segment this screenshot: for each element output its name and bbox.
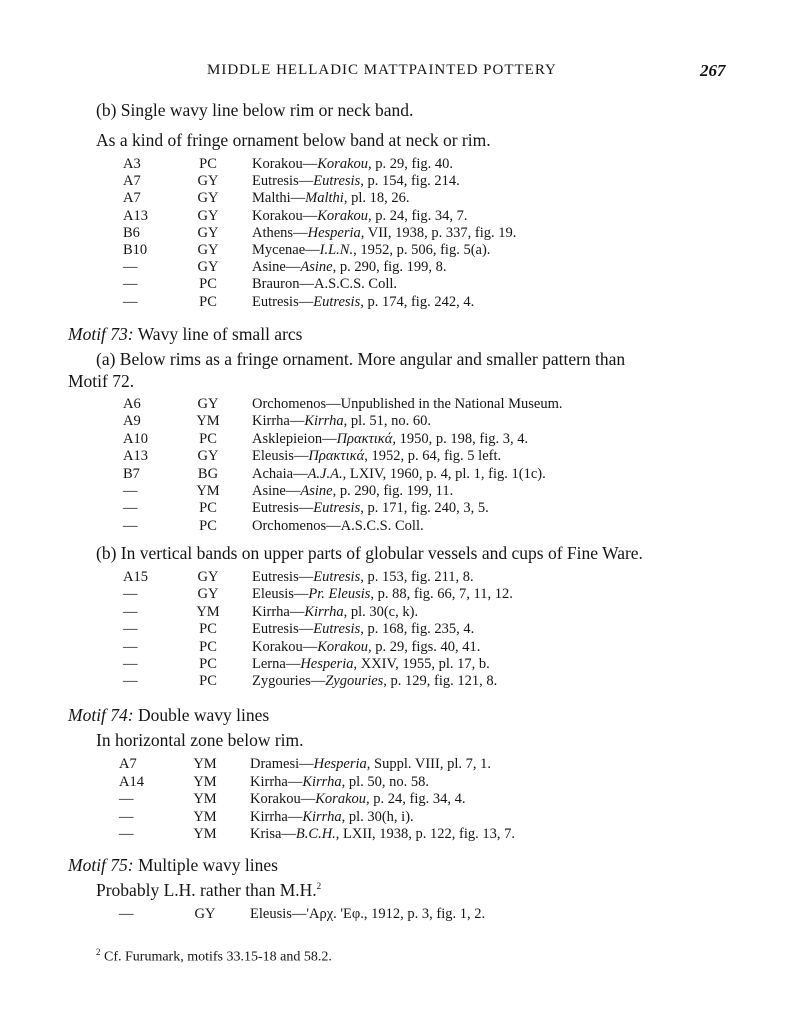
motif-73-title: Wavy line of small arcs [137,324,303,344]
ware-code: PC [199,621,217,638]
table-row [0,906,790,923]
specimen-id: — [123,656,138,672]
publication-title: Πρακτικά [336,430,393,447]
ware-code: GY [197,224,219,241]
specimen-id: — [119,906,134,922]
reference: Asklepieion—Πρακτικά, 1950, p. 198, fig. 3, 4. [252,430,529,447]
page-number: 267 [700,61,726,80]
citation-detail: , pl. 18, 26. [343,190,410,207]
specimen-id: — [123,517,138,534]
ware-code: GY [194,906,216,922]
ware-code: YM [196,483,220,499]
site-name: Korakou [250,791,301,808]
specimen-id: A10 [123,430,148,447]
publication-title: Kirrha [302,808,342,825]
ware-code: GY [197,259,219,276]
reference: Kirrha—Kirrha, pl. 30(c, k). [252,603,419,620]
specimen-id: — [123,586,138,603]
table-row [0,190,790,207]
publication-title: Zygouries [325,673,384,690]
site-name: Eleusis [252,448,294,465]
specimen-id: A13 [123,207,148,224]
citation-detail: , XXIV, 1955, pl. 17, b. [353,656,490,672]
site-name: Zygouries [252,673,311,690]
reference: Korakou—Korakou, p. 24, fig. 34, 7. [252,207,468,224]
reference: Asine—Asine, p. 290, fig. 199, 11. [252,483,454,499]
reference: Achaia—A.J.A., LXIV, 1960, p. 4, pl. 1, fig. 1(1c). [252,465,546,482]
site-name: Brauron [252,276,300,293]
specimen-id: — [119,826,134,843]
specimen-id: B7 [123,465,140,482]
publication-title: Eutresis [313,293,361,310]
specimen-id: B6 [123,224,140,241]
motif-74-title: Double wavy lines [138,705,270,725]
site-name: Eutresis [252,173,299,190]
reference: Zygouries—Zygouries, p. 129, fig. 121, 8. [252,673,498,690]
specimen-id: — [123,259,138,276]
publication-title: Eutresis [313,500,361,517]
ware-code: YM [196,603,220,620]
citation-detail: , p. 171, fig. 240, 3, 5. [360,500,489,517]
citation-detail: , p. 24, fig. 34, 4. [366,791,466,808]
specimen-id: — [123,638,138,655]
publication-title: Pr. Eleusis [308,586,371,603]
table-row [0,518,790,535]
site-name: Korakou [252,638,303,655]
publication-title: Kirrha [304,603,344,620]
citation-detail: , 1952, p. 506, fig. 5(a). [353,242,491,258]
site-name: Orchomenos [252,517,327,534]
motif-75-intro-text: Probably L.H. rather than M.H. [96,880,317,900]
reference: Korakou—Korakou, p. 29, fig. 40. [252,156,453,172]
citation-detail: , LXIV, 1960, p. 4, pl. 1, fig. 1(1c). [342,465,546,482]
table-row [0,396,790,413]
site-name: Lerna [252,656,286,672]
table-row [0,466,790,483]
citation-detail: , p. 153, fig. 211, 8. [360,569,474,585]
site-name: Eutresis [252,569,299,585]
reference: Lerna—Hesperia, XXIV, 1955, pl. 17, b. [252,656,490,672]
motif-73-heading [68,324,302,345]
ware-code: YM [196,413,220,430]
table-row [0,431,790,448]
citation-detail: , 1952, p. 64, fig. 5 left. [364,448,502,465]
ware-code: YM [193,808,217,825]
section-b-title: (b) Single wavy line below rim or neck band. [96,100,414,120]
specimen-id: A14 [119,773,144,790]
publication-title: A.J.A. [307,465,343,482]
table-row [0,225,790,242]
motif-75-title: Multiple wavy lines [138,855,278,875]
citation-detail: Unpublished in the National Museum. [340,396,563,412]
reference: Kirrha—Kirrha, pl. 50, no. 58. [250,773,429,790]
publication-title: Korakou [317,156,368,172]
site-name: Eleusis [250,906,292,922]
citation-detail: , p. 168, fig. 235, 4. [360,621,475,638]
reference: Orchomenos—A.S.C.S. Coll. [252,517,424,534]
ware-code: GY [197,586,219,603]
ware-code: GY [197,448,219,465]
reference: Eutresis—Eutresis, p. 154, fig. 214. [252,173,460,190]
site-name: Krisa [250,826,282,843]
reference: Orchomenos—Unpublished in the National Museum. [252,396,563,412]
site-name: Achaia [252,465,294,482]
reference: Korakou—Korakou, p. 29, figs. 40, 41. [252,638,481,655]
citation-detail: , pl. 51, no. 60. [343,413,431,430]
reference: Eutresis—Eutresis, p. 171, fig. 240, 3, 5. [252,500,489,517]
publication-title: B.C.H. [295,826,336,843]
ware-code: BG [197,465,219,482]
table-row [0,294,790,311]
citation-detail: , p. 290, fig. 199, 11. [332,483,454,499]
reference: Mycenae—I.L.N., 1952, p. 506, fig. 5(a). [252,242,491,258]
ware-code: PC [199,656,217,672]
citation-detail: , p. 290, fig. 199, 8. [332,259,447,276]
publication-title: Hesperia [313,756,367,772]
reference: Korakou—Korakou, p. 24, fig. 34, 4. [250,791,466,808]
reference: Brauron—A.S.C.S. Coll. [252,276,398,293]
reference: Asine—Asine, p. 290, fig. 199, 8. [252,259,447,276]
ware-code: GY [197,396,219,412]
table-row [0,774,790,791]
motif-73-label: Motif 73: [68,324,134,344]
specimen-id: — [119,808,134,825]
specimen-id: — [123,621,138,638]
ware-code: PC [199,293,217,310]
motif-75-heading [68,855,278,876]
reference: Eutresis—Eutresis, p. 153, fig. 211, 8. [252,569,474,585]
ware-code: GY [197,242,219,258]
motif-73a-title-cont: Motif 72. [68,371,135,391]
site-name: Eutresis [252,621,299,638]
specimen-id: — [123,603,138,620]
footnote [96,947,332,966]
site-name: Malthi [252,190,291,207]
publication-title: Asine [300,483,333,499]
site-name: Athens [252,224,294,241]
reference: Eleusis—Πρακτικά, 1952, p. 64, fig. 5 left. [252,448,502,465]
specimen-id: A7 [123,173,141,190]
site-name: Mycenae [252,242,306,258]
specimen-id: A15 [123,569,148,585]
site-name: Korakou [252,207,303,224]
specimen-id: — [123,276,138,293]
site-name: Asklepieion [252,430,323,447]
citation-detail: , p. 29, figs. 40, 41. [368,638,481,655]
footnote-ref: 2 [316,881,322,892]
specimen-id: A6 [123,396,141,412]
reference: Eutresis—Eutresis, p. 174, fig. 242, 4. [252,293,475,310]
publication-title: Eutresis [313,621,361,638]
ware-code: PC [199,517,217,534]
citation-detail: , 1950, p. 198, fig. 3, 4. [392,430,529,447]
citation-detail: A.S.C.S. Coll. [314,276,398,293]
citation-detail: , Suppl. VIII, pl. 7, 1. [366,756,491,772]
ware-code: GY [197,190,219,207]
publication-title: Hesperia [300,656,354,672]
ware-code: YM [193,791,217,808]
footnote-text: Cf. Furumark, motifs 33.15-18 and 58.2. [104,949,332,965]
table-row [0,791,790,808]
specimen-id: — [123,483,138,499]
site-name: Eutresis [252,500,299,517]
ware-code: GY [197,173,219,190]
ware-code: PC [199,156,217,172]
table-row [0,756,790,773]
site-name: Eutresis [252,293,299,310]
specimen-id: A3 [123,156,141,172]
table-row [0,259,790,276]
site-name: Dramesi [250,756,300,772]
publication-title: I.L.N. [319,242,354,258]
citation-detail: 'Αρχ. 'Εφ., 1912, p. 3, fig. 1, 2. [306,906,486,922]
citation-detail: , p. 88, fig. 66, 7, 11, 12. [370,586,513,603]
reference: Eleusis—'Αρχ. 'Εφ., 1912, p. 3, fig. 1, 2. [250,906,486,922]
ware-code: PC [199,673,217,690]
ware-code: PC [199,430,217,447]
publication-title: Eutresis [313,569,361,585]
site-name: Korakou [252,156,303,172]
motif-73a-title: (a) Below rims as a fringe ornament. More angular and smaller pattern than [96,349,626,369]
reference: Kirrha—Kirrha, pl. 30(h, i). [250,808,414,825]
publication-title: Eutresis [313,173,361,190]
table-row [0,639,790,656]
site-name: Asine [252,259,286,276]
publication-title: Πρακτικά [308,448,365,465]
table-row [0,569,790,586]
table-row [0,156,790,173]
ware-code: PC [199,276,217,293]
site-name: Eleusis [252,586,294,603]
citation-detail: A.S.C.S. Coll. [340,517,424,534]
reference: Dramesi—Hesperia, Suppl. VIII, pl. 7, 1. [250,756,491,772]
specimen-id: A13 [123,448,148,465]
specimen-id: A9 [123,413,141,430]
table-row [0,656,790,673]
footnote-marker: 2 [96,947,101,957]
citation-detail: , VII, 1938, p. 337, fig. 19. [360,224,517,241]
specimen-id: — [123,673,138,690]
publication-title: Kirrha [304,413,344,430]
ware-code: GY [197,569,219,585]
ware-code: YM [193,826,217,843]
ware-code: YM [193,773,217,790]
motif-74-label: Motif 74: [68,705,134,725]
specimen-id: — [123,293,138,310]
table-row [0,604,790,621]
motif-75-intro [96,880,321,901]
table-row [0,208,790,225]
site-name: Kirrha [252,413,290,430]
table-row [0,448,790,465]
site-name: Orchomenos [252,396,327,412]
ware-code: PC [199,638,217,655]
table-row [0,809,790,826]
reference: Eutresis—Eutresis, p. 168, fig. 235, 4. [252,621,475,638]
motif-73b-title: (b) In vertical bands on upper parts of globular vessels and cups of Fine Ware. [96,543,643,563]
reference: Malthi—Malthi, pl. 18, 26. [252,190,410,207]
specimen-id: — [119,791,134,808]
specimen-id: — [123,500,138,517]
citation-detail: , pl. 30(c, k). [343,603,419,620]
site-name: Asine [252,483,286,499]
citation-detail: , p. 154, fig. 214. [360,173,460,190]
table-row [0,500,790,517]
site-name: Kirrha [250,808,288,825]
specimen-id: A7 [123,190,141,207]
citation-detail: , p. 24, fig. 34, 7. [368,207,468,224]
table-row [0,276,790,293]
ware-code: PC [199,500,217,517]
citation-detail: , p. 129, fig. 121, 8. [383,673,498,690]
table-row [0,413,790,430]
specimen-id: A7 [119,756,137,772]
citation-detail: , pl. 30(h, i). [341,808,414,825]
reference: Eleusis—Pr. Eleusis, p. 88, fig. 66, 7, 11, 12. [252,586,513,603]
running-header: MIDDLE HELLADIC MATTPAINTED POTTERY [207,62,557,78]
publication-title: Hesperia [307,224,361,241]
ware-code: YM [193,756,217,772]
table-row [0,826,790,843]
citation-detail: , p. 174, fig. 242, 4. [360,293,475,310]
section-b-intro: As a kind of fringe ornament below band at neck or rim. [96,130,491,150]
reference: Krisa—B.C.H., LXII, 1938, p. 122, fig. 13, 7. [250,826,516,843]
citation-detail: , LXII, 1938, p. 122, fig. 13, 7. [335,826,516,843]
table-row [0,673,790,690]
reference: Athens—Hesperia, VII, 1938, p. 337, fig. 19. [252,224,517,241]
publication-title: Korakou [317,207,368,224]
specimen-id: B10 [123,242,148,258]
ware-code: GY [197,207,219,224]
publication-title: Korakou [317,638,368,655]
publication-title: Malthi [305,190,344,207]
table-row [0,621,790,638]
reference: Kirrha—Kirrha, pl. 51, no. 60. [252,413,431,430]
motif-74-heading [68,705,269,726]
site-name: Kirrha [250,773,288,790]
citation-detail: , p. 29, fig. 40. [368,156,453,172]
table-row [0,586,790,603]
site-name: Kirrha [252,603,290,620]
table-row [0,173,790,190]
publication-title: Kirrha [302,773,342,790]
table-row [0,483,790,500]
table-row [0,242,790,259]
motif-75-label: Motif 75: [68,855,134,875]
motif-74-intro: In horizontal zone below rim. [96,730,304,750]
citation-detail: , pl. 50, no. 58. [341,773,429,790]
publication-title: Asine [300,259,333,276]
publication-title: Korakou [315,791,366,808]
